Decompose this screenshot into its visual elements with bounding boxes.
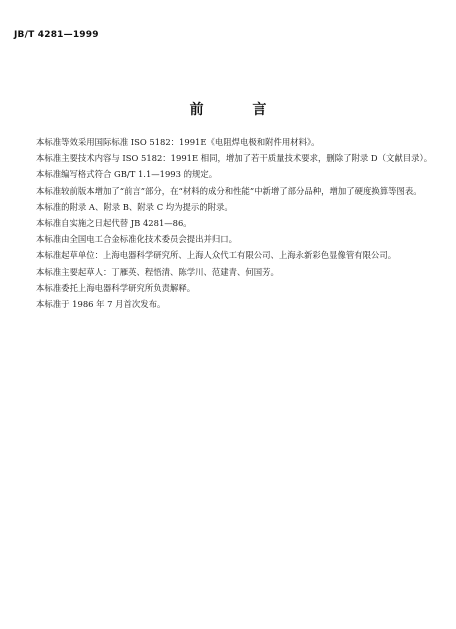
paragraph-appendices: 本标准的附录 A、附录 B、附录 C 均为提示的附录。	[36, 201, 233, 212]
paragraph-drafting-units: 本标准起草单位：上海电器科学研究所、上海人众代工有限公司、上海永新彩色显像管有限公司。	[36, 250, 397, 261]
paragraph-drafters: 本标准主要起草人：丁雁英、程悟清、陈学川、范建青、何国芳。	[36, 266, 279, 277]
paragraph-proposed-by: 本标准由全国电工合金标准化技术委员会提出并归口。	[36, 234, 237, 245]
foreword-body	[20, 134, 440, 312]
paragraph-replaces: 本标准自实施之日起代替 JB 4281—86。	[36, 218, 192, 229]
paragraph-adoption: 本标准等效采用国际标准 ISO 5182：1991E《电阻焊电极和附件用材料》。	[36, 137, 320, 147]
standard-code: JB/T 4281—1999	[14, 30, 99, 40]
paragraph-changes: 本标准较前版本增加了“前言”部分，在“材料的成分和性能”中新增了部分品种，增加了硬度换算等图表。	[36, 185, 422, 196]
paragraph-format: 本标准编写格式符合 GB/T 1.1—1993 的规定。	[36, 169, 218, 180]
paragraph-first-issued: 本标准于 1986 年 7 月首次发布。	[36, 299, 166, 310]
page-title: 前 言	[189, 102, 289, 118]
paragraph-technical-content: 本标准主要技术内容与 ISO 5182：1991E 相同，增加了若干质量技术要求，删除了附录 D（文献目录）。	[36, 153, 433, 164]
paragraph-interpretation: 本标准委托上海电器科学研究所负责解释。	[36, 282, 196, 293]
